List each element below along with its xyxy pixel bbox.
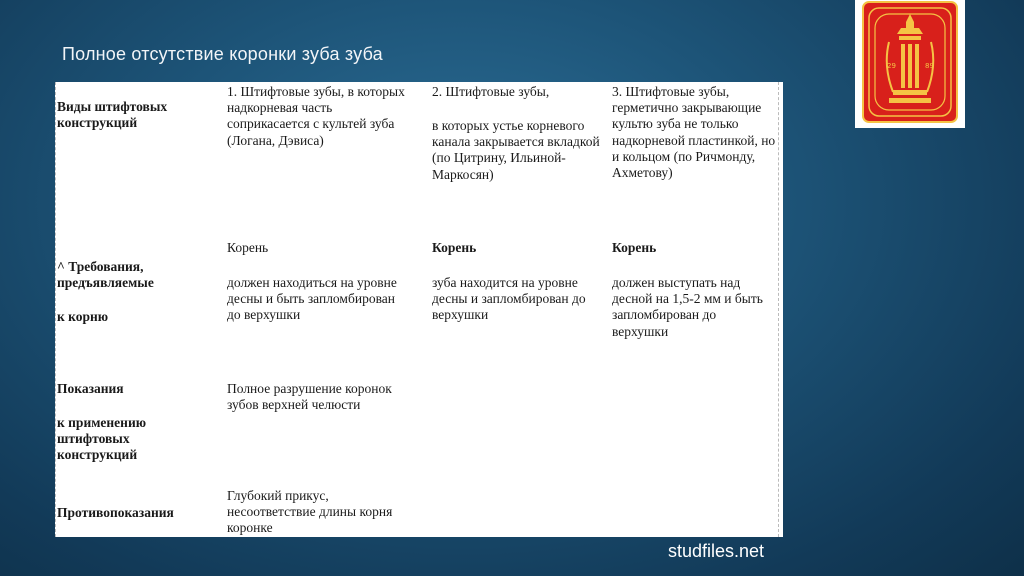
watermark: studfiles.net xyxy=(668,541,765,561)
cell-type-2: в которых устье корневого канала закрывается вкладкой (по Цитрину, Ильиной-Маркосян) xyxy=(432,118,600,182)
svg-text:29: 29 xyxy=(887,62,896,70)
row-header-indications-detail: к применению штифтовых конструкций xyxy=(57,415,147,463)
row-header-types: Виды штифтовых конструкций xyxy=(57,99,168,131)
row-header-requirements: ^ Требования, предъявляемые xyxy=(57,259,154,291)
cell-req-1: должен находиться на уровне десны и быть запломбирован до верхушки xyxy=(227,275,397,323)
slide-title: Полное отсутствие коронки зуба зуба xyxy=(62,44,383,64)
cell-type-3: 3. Штифтовые зубы, герметично закрывающие культю зуба не только надкорневой пластинкой, но и кольцом (по Ричмонду, Ахметову) xyxy=(612,84,776,181)
row-header-indications: Показания xyxy=(57,381,124,396)
cell-contraindications: Глубокий прикус, несоответствие длины корня коронке xyxy=(227,488,393,536)
cell-req-2-title: Корень xyxy=(432,240,477,255)
cell-type-1: 1. Штифтовые зубы, в которых надкорневая часть соприкасается с культей зуба (Логана, Дэвиса) xyxy=(227,84,405,148)
row-header-contraindications: Противопоказания xyxy=(57,505,174,520)
row-header-requirements-root: к корню xyxy=(57,309,109,324)
svg-text:89: 89 xyxy=(925,62,934,70)
cell-indications: Полное разрушение коронок зубов верхней челюсти xyxy=(227,381,392,413)
cell-type-2-heading: 2. Штифтовые зубы, xyxy=(432,84,550,99)
cell-req-3-title: Корень xyxy=(612,240,657,255)
university-crest-icon xyxy=(859,0,961,126)
cell-req-1-title: Корень xyxy=(227,240,269,255)
logo xyxy=(855,0,965,128)
cell-req-3: должен выступать над десной на 1,5-2 мм и быть запломбирован до верхушки xyxy=(612,275,763,339)
cell-req-2: зуба находится на уровне десны и запломбирован до верхушки xyxy=(432,275,586,323)
document-table-image xyxy=(55,82,783,537)
